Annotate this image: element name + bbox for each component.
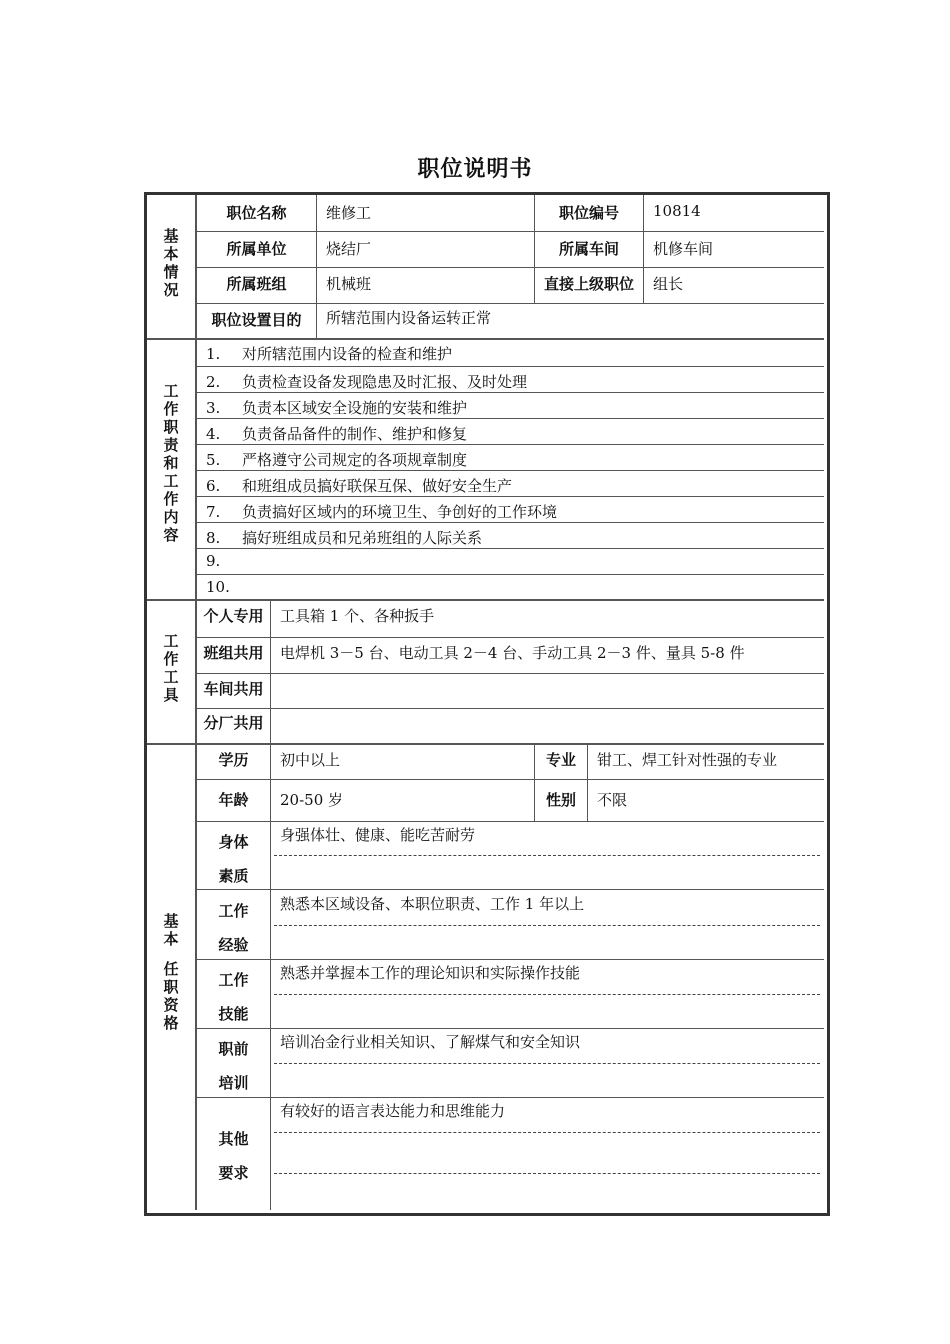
section-line bbox=[147, 743, 824, 745]
purpose-value: 所辖范围内设备运转正常 bbox=[326, 309, 492, 327]
body-label: 身体 素质 bbox=[218, 833, 249, 885]
section-char: 基 bbox=[163, 912, 179, 930]
section-char: 职 bbox=[163, 978, 179, 996]
tool-value: 电焊机 3－5 台、电动工具 2－4 台、手动工具 2－3 件、量具 5-8 件 bbox=[280, 644, 745, 662]
tool-value: 工具箱 1 个、各种扳手 bbox=[280, 607, 435, 625]
grid-line bbox=[196, 673, 824, 674]
education-value: 初中以上 bbox=[280, 751, 341, 769]
position-name-value: 维修工 bbox=[326, 204, 372, 222]
education-label: 学历 bbox=[218, 751, 249, 769]
age-label: 年龄 bbox=[218, 791, 249, 809]
section-tools bbox=[147, 632, 195, 704]
major-label: 专业 bbox=[545, 751, 576, 769]
section-char: 本 bbox=[163, 930, 179, 948]
grid-line bbox=[196, 708, 824, 709]
grid-line bbox=[196, 267, 824, 268]
grid-line bbox=[196, 1028, 824, 1029]
section-char: 本 bbox=[163, 245, 179, 263]
grid-line bbox=[196, 959, 824, 960]
gender-value: 不限 bbox=[597, 791, 628, 809]
duty-item: 3. 负责本区域安全设施的安装和维护 bbox=[206, 399, 468, 417]
section-char: 职 bbox=[163, 418, 179, 436]
experience-label: 工作 经验 bbox=[218, 902, 249, 954]
duty-item: 4. 负责备品备件的制作、维护和修复 bbox=[206, 425, 468, 443]
duty-item: 2. 负责检查设备发现隐患及时汇报、及时处理 bbox=[206, 373, 528, 391]
workshop-value: 机修车间 bbox=[653, 240, 714, 258]
section-char: 和 bbox=[163, 454, 179, 472]
duty-item: 7. 负责搞好区域内的环境卫生、争创好的工作环境 bbox=[206, 503, 558, 521]
section-char: 格 bbox=[163, 1014, 179, 1032]
dashed-line bbox=[274, 1132, 820, 1133]
section-char: 具 bbox=[163, 686, 179, 704]
section-char: 基 bbox=[163, 227, 179, 245]
section-char: 工 bbox=[163, 472, 179, 490]
duty-item: 5. 严格遵守公司规定的各项规章制度 bbox=[206, 451, 468, 469]
dashed-line bbox=[274, 1063, 820, 1064]
grid-line bbox=[196, 392, 824, 393]
grid-line bbox=[196, 496, 824, 497]
unit-label: 所属单位 bbox=[226, 240, 287, 258]
section-line bbox=[147, 599, 824, 601]
gender-label: 性别 bbox=[545, 791, 576, 809]
other-value: 有较好的语言表达能力和思维能力 bbox=[280, 1102, 506, 1120]
dashed-line bbox=[274, 855, 820, 856]
section-char: 作 bbox=[163, 650, 179, 668]
tool-label: 班组共用 bbox=[203, 644, 264, 662]
unit-value: 烧结厂 bbox=[326, 240, 372, 258]
grid-line bbox=[196, 470, 824, 471]
training-label: 职前 培训 bbox=[218, 1040, 249, 1092]
grid-line bbox=[196, 418, 824, 419]
team-label: 所属班组 bbox=[226, 275, 287, 293]
grid-line bbox=[196, 889, 824, 890]
section-char: 工 bbox=[163, 632, 179, 650]
body-value: 身强体壮、健康、能吃苦耐劳 bbox=[280, 826, 476, 844]
duty-item: 10. bbox=[206, 578, 230, 596]
section-char: 内 bbox=[163, 508, 179, 526]
section-char: 作 bbox=[163, 400, 179, 418]
duty-item: 8. 搞好班组成员和兄弟班组的人际关系 bbox=[206, 529, 483, 547]
grid-line bbox=[196, 522, 824, 523]
other-label: 其他 要求 bbox=[218, 1130, 249, 1182]
grid-line bbox=[196, 821, 824, 822]
age-value: 20-50 岁 bbox=[280, 791, 344, 809]
workshop-label: 所属车间 bbox=[558, 240, 619, 258]
grid-line bbox=[196, 366, 824, 367]
team-value: 机械班 bbox=[326, 275, 372, 293]
section-char: 资 bbox=[163, 996, 179, 1014]
grid-line bbox=[196, 303, 824, 304]
experience-value: 熟悉本区域设备、本职位职责、工作 1 年以上 bbox=[280, 895, 585, 913]
duty-item: 9. bbox=[206, 552, 221, 570]
grid-line bbox=[643, 195, 644, 303]
duty-item: 1. 对所辖范围内设备的检查和维护 bbox=[206, 345, 453, 363]
section-duties bbox=[147, 382, 195, 544]
section-char: 容 bbox=[163, 526, 179, 544]
major-value: 钳工、焊工针对性强的专业 bbox=[597, 751, 778, 769]
grid-line bbox=[196, 779, 824, 780]
duty-item: 6. 和班组成员搞好联保互保、做好安全生产 bbox=[206, 477, 513, 495]
superior-value: 组长 bbox=[653, 275, 684, 293]
dashed-line bbox=[274, 994, 820, 995]
section-char: 作 bbox=[163, 490, 179, 508]
dashed-line bbox=[274, 1173, 820, 1174]
section-char: 情 bbox=[163, 263, 179, 281]
position-code-label: 职位编号 bbox=[558, 204, 619, 222]
skills-value: 熟悉并掌握本工作的理论知识和实际操作技能 bbox=[280, 964, 581, 982]
position-name-label: 职位名称 bbox=[226, 204, 287, 222]
section-qualifications bbox=[147, 912, 195, 1032]
tool-label: 车间共用 bbox=[203, 680, 264, 698]
section-char: 工 bbox=[163, 382, 179, 400]
skills-label: 工作 技能 bbox=[218, 971, 249, 1023]
grid-line bbox=[587, 744, 588, 822]
grid-line bbox=[196, 574, 824, 575]
training-value: 培训冶金行业相关知识、了解煤气和安全知识 bbox=[280, 1033, 581, 1051]
grid-line bbox=[196, 548, 824, 549]
page-title: 职位说明书 bbox=[417, 157, 533, 182]
grid-line bbox=[196, 444, 824, 445]
dashed-line bbox=[274, 925, 820, 926]
section-char: 况 bbox=[163, 281, 179, 299]
tool-label: 个人专用 bbox=[203, 607, 264, 625]
section-basic bbox=[147, 227, 195, 299]
section-char: 责 bbox=[163, 436, 179, 454]
grid-line bbox=[196, 1097, 824, 1098]
section-line bbox=[147, 338, 824, 340]
section-char: 工 bbox=[163, 668, 179, 686]
grid-line bbox=[196, 231, 824, 232]
section-char: 任 bbox=[163, 960, 179, 978]
position-code-value: 10814 bbox=[653, 202, 701, 220]
tool-label: 分厂共用 bbox=[203, 714, 264, 732]
grid-line bbox=[270, 600, 271, 1210]
grid-line bbox=[196, 637, 824, 638]
superior-label: 直接上级职位 bbox=[543, 275, 634, 293]
purpose-label: 职位设置目的 bbox=[211, 311, 302, 329]
